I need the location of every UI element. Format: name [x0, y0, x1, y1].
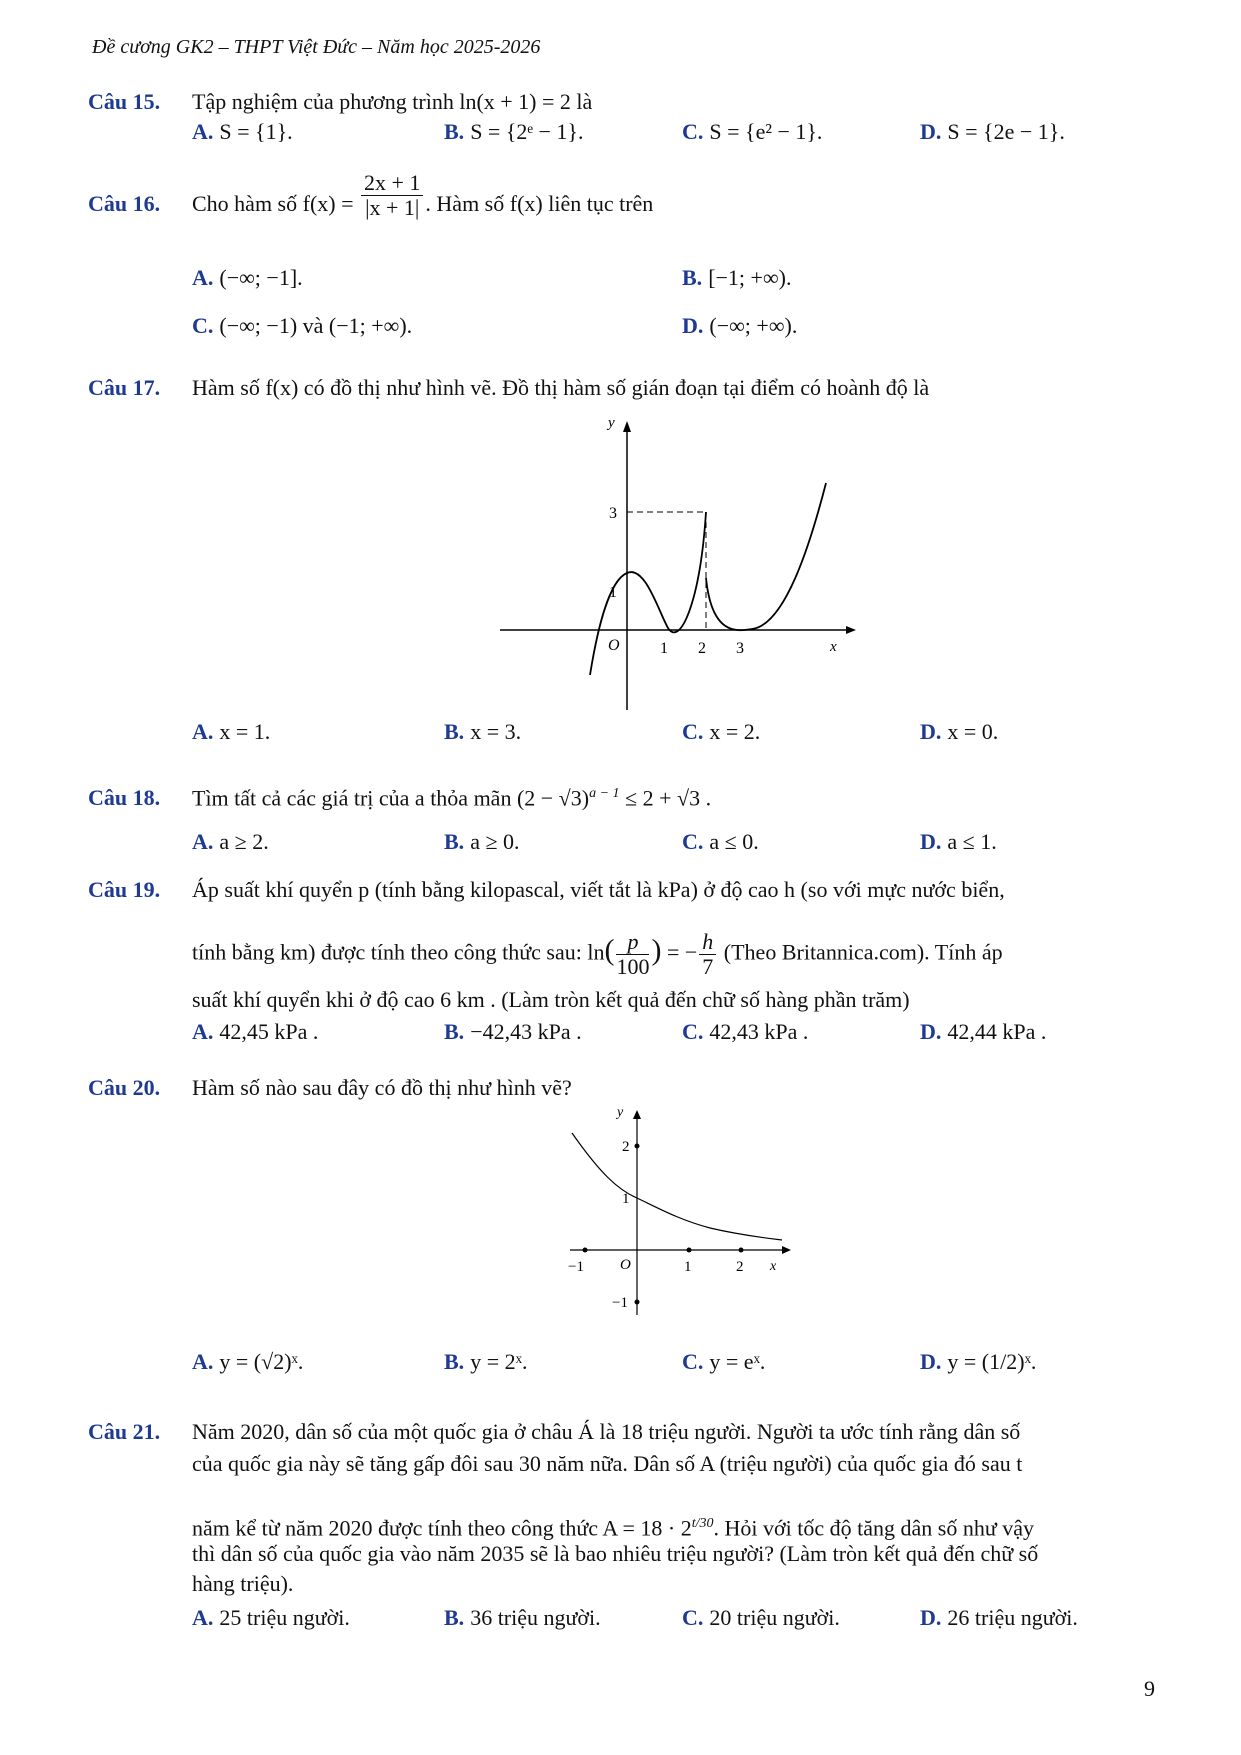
- q18-option-c: [682, 828, 759, 856]
- option-letter: D.: [920, 1605, 942, 1630]
- fraction-numerator: p: [616, 930, 649, 955]
- tick-dot: [635, 1144, 640, 1149]
- stem-part: . Hàm số f(x) liên tục trên: [425, 191, 654, 216]
- x-tick-label: 1: [684, 1259, 692, 1275]
- q15-option-d: [920, 118, 1065, 146]
- question-21: [88, 1418, 1020, 1446]
- option-text: x = 3.: [470, 719, 522, 744]
- x-tick-label: 3: [736, 640, 744, 657]
- option-letter: C.: [682, 1605, 704, 1630]
- q20-option-a: [192, 1348, 303, 1376]
- power-exponent: a − 1: [589, 786, 620, 801]
- power-exponent: t/30: [691, 1516, 714, 1531]
- page-header: Đề cương GK2 – THPT Việt Đức – Năm học 2025-2026: [92, 36, 541, 58]
- question-stem: Năm 2020, dân số của một quốc gia ở châu Á là 18 triệu người. Người ta ước tính rằng dân số: [192, 1419, 1021, 1444]
- tick-dot: [583, 1248, 588, 1253]
- q17-option-d: [920, 718, 998, 746]
- stem-part: năm kể từ năm 2020 được tính theo công thức A = 18 · 2: [192, 1515, 692, 1541]
- q15-option-a: [192, 118, 293, 146]
- q17-option-c: [682, 718, 760, 746]
- q19-option-a: [192, 1018, 318, 1046]
- y-tick-label: 2: [622, 1139, 630, 1155]
- y-axis-arrow: [633, 1110, 641, 1119]
- q16-option-c: [192, 312, 412, 340]
- option-text: x = 1.: [219, 719, 271, 744]
- q21-option-b: [444, 1604, 601, 1632]
- question-stem: Hàm số f(x) có đồ thị như hình vẽ. Đồ thị hàm số gián đoạn tại điểm có hoành độ là: [192, 375, 930, 400]
- y-label: y: [617, 1105, 624, 1120]
- q17-option-b: [444, 718, 521, 746]
- option-letter: A.: [192, 829, 214, 854]
- question-number: Câu 15.: [88, 89, 161, 114]
- paren-right: ): [651, 933, 662, 967]
- option-text: −42,43 kPa .: [470, 1019, 582, 1044]
- q20-option-d: [920, 1348, 1036, 1376]
- q15-option-b: [444, 118, 584, 146]
- q20-option-b: [444, 1348, 527, 1376]
- option-letter: A.: [192, 1019, 214, 1044]
- exponential-curve: [572, 1133, 782, 1240]
- q16-option-d: [682, 312, 797, 340]
- option-letter: A.: [192, 1605, 214, 1630]
- option-letter: A.: [192, 719, 214, 744]
- option-text: 20 triệu người.: [709, 1605, 840, 1630]
- option-letter: B.: [682, 265, 703, 290]
- option-text: a ≤ 1.: [947, 829, 997, 854]
- option-text: 42,45 kPa .: [219, 1019, 319, 1044]
- question-stem: Hàm số nào sau đây có đồ thị như hình vẽ?: [192, 1075, 572, 1100]
- power-base: (2 − √3): [516, 785, 590, 811]
- q15-option-c: [682, 118, 822, 146]
- question-number: Câu 21.: [88, 1419, 161, 1444]
- option-letter: D.: [920, 829, 942, 854]
- q19-line3: suất khí quyển khi ở độ cao 6 km . (Làm tròn kết quả đến chữ số hàng phần trăm): [192, 987, 910, 1012]
- option-letter: D.: [920, 119, 942, 144]
- tick-dot: [739, 1248, 744, 1253]
- y-tick-label: 1: [609, 584, 617, 601]
- option-text: a ≤ 0.: [709, 829, 759, 854]
- fraction-numerator: 2x + 1: [361, 171, 423, 196]
- x-tick-label: 1: [660, 640, 668, 657]
- q21-line4: thì dân số của quốc gia vào năm 2035 sẽ là bao nhiêu triệu người? (Làm tròn kết quả đến chữ số: [192, 1541, 1039, 1566]
- option-letter: C.: [682, 1349, 704, 1374]
- q20-graph: [560, 1105, 800, 1320]
- option-letter: C.: [682, 829, 704, 854]
- option-text: S = {e² − 1}.: [709, 119, 823, 144]
- option-text: y = (√2)ˣ.: [219, 1349, 304, 1374]
- option-letter: D.: [920, 1019, 942, 1044]
- q16-option-a: [192, 264, 303, 292]
- option-text: 42,43 kPa .: [709, 1019, 809, 1044]
- y-label: y: [608, 415, 615, 431]
- option-text: 26 triệu người.: [947, 1605, 1078, 1630]
- option-letter: C.: [192, 313, 214, 338]
- x-tick-label: −1: [568, 1259, 584, 1275]
- q19-formula-line: [192, 930, 1152, 979]
- option-letter: A.: [192, 265, 214, 290]
- q21-option-c: [682, 1604, 840, 1632]
- tick-dot: [687, 1248, 692, 1253]
- option-letter: D.: [920, 719, 942, 744]
- question-number: Câu 20.: [88, 1075, 161, 1100]
- question-16: [88, 170, 654, 221]
- option-text: x = 2.: [709, 719, 761, 744]
- x-label: x: [770, 1259, 777, 1274]
- stem-part: = −: [666, 939, 698, 965]
- y-tick-label: −1: [612, 1295, 628, 1311]
- q19-option-c: [682, 1018, 808, 1046]
- y-tick-label: 1: [622, 1191, 630, 1207]
- option-text: 36 triệu người.: [470, 1605, 601, 1630]
- q21-option-d: [920, 1604, 1078, 1632]
- option-text: 42,44 kPa .: [947, 1019, 1047, 1044]
- page-number: 9: [1144, 1676, 1155, 1701]
- origin-label: O: [608, 637, 620, 654]
- option-letter: B.: [444, 1605, 465, 1630]
- fraction-denominator: 100: [616, 954, 650, 979]
- question-number: Câu 19.: [88, 877, 161, 902]
- q16-option-b: [682, 264, 791, 292]
- y-axis-arrow: [623, 421, 631, 432]
- stem-part: Cho hàm số f(x) =: [192, 191, 354, 216]
- option-text: y = (1/2)ˣ.: [947, 1349, 1037, 1374]
- option-text: x = 0.: [947, 719, 999, 744]
- q21-line2: của quốc gia này sẽ tăng gấp đôi sau 30 năm nữa. Dân số A (triệu người) của quốc gia đó sau t: [192, 1451, 1023, 1476]
- origin-label: O: [620, 1257, 631, 1273]
- option-letter: A.: [192, 1349, 214, 1374]
- q21-formula-line: [192, 1510, 1152, 1542]
- question-20: [88, 1074, 572, 1102]
- option-text: S = {1}.: [219, 119, 293, 144]
- option-text: y = eˣ.: [709, 1349, 766, 1374]
- option-letter: C.: [682, 719, 704, 744]
- fraction-numerator: h: [699, 930, 716, 955]
- stem-part: . Hỏi với tốc độ tăng dân số như vậy: [713, 1515, 1035, 1541]
- fraction-denominator: |x + 1|: [365, 195, 420, 221]
- stem-part: ≤ 2 + √3 .: [625, 785, 712, 811]
- question-stem: Áp suất khí quyển p (tính bằng kilopascal, viết tắt là kPa) ở độ cao h (so với mực nước biển,: [192, 877, 1005, 902]
- option-text: 25 triệu người.: [219, 1605, 350, 1630]
- q18-option-d: [920, 828, 997, 856]
- option-letter: B.: [444, 829, 465, 854]
- x-axis-arrow: [846, 626, 856, 634]
- fraction: [616, 930, 649, 979]
- question-stem: Tập nghiệm của phương trình ln(x + 1) = 2 là: [192, 89, 593, 114]
- option-letter: B.: [444, 119, 465, 144]
- option-text: [−1; +∞).: [708, 265, 792, 290]
- q20-option-c: [682, 1348, 765, 1376]
- option-letter: B.: [444, 1349, 465, 1374]
- y-tick-label: 3: [609, 505, 617, 522]
- option-letter: C.: [682, 1019, 704, 1044]
- fraction: [361, 171, 423, 220]
- q19-option-b: [444, 1018, 582, 1046]
- q18-option-b: [444, 828, 520, 856]
- option-text: a ≥ 2.: [219, 829, 269, 854]
- stem-part: tính bằng km) được tính theo công thức sau: ln: [192, 939, 605, 965]
- q18-option-a: [192, 828, 269, 856]
- question-19: [88, 876, 1005, 904]
- option-letter: C.: [682, 119, 704, 144]
- stem-part: Tìm tất cả các giá trị của a thỏa mãn: [192, 785, 512, 811]
- q19-option-d: [920, 1018, 1046, 1046]
- option-letter: D.: [920, 1349, 942, 1374]
- question-17: [88, 374, 929, 402]
- option-letter: D.: [682, 313, 704, 338]
- q21-line5: hàng triệu).: [192, 1571, 294, 1596]
- option-letter: B.: [444, 719, 465, 744]
- paren-left: (: [604, 933, 615, 967]
- option-letter: B.: [444, 1019, 465, 1044]
- option-text: (−∞; −1) và (−1; +∞).: [219, 313, 413, 338]
- option-text: S = {2e − 1}.: [947, 119, 1065, 144]
- stem-part: (Theo Britannica.com). Tính áp: [723, 939, 1003, 965]
- option-letter: A.: [192, 119, 214, 144]
- q17-option-a: [192, 718, 270, 746]
- option-text: (−∞; −1].: [219, 265, 303, 290]
- option-text: a ≥ 0.: [470, 829, 520, 854]
- fraction-denominator: 7: [702, 954, 714, 979]
- x-tick-label: 2: [698, 640, 706, 657]
- tick-dot: [635, 1300, 640, 1305]
- question-number: Câu 16.: [88, 191, 161, 216]
- question-number: Câu 17.: [88, 375, 161, 400]
- curve-right-branch: [706, 483, 826, 630]
- x-axis-arrow: [782, 1246, 791, 1254]
- option-text: S = {2ᵉ − 1}.: [470, 119, 584, 144]
- question-15: [88, 88, 592, 116]
- option-text: y = 2ˣ.: [470, 1349, 528, 1374]
- fraction: [699, 930, 716, 979]
- question-number: Câu 18.: [88, 785, 161, 811]
- q21-option-a: [192, 1604, 350, 1632]
- option-text: (−∞; +∞).: [709, 313, 798, 338]
- question-18: [88, 780, 711, 812]
- q17-graph: [500, 415, 870, 715]
- x-label: x: [830, 639, 837, 655]
- x-tick-label: 2: [736, 1259, 744, 1275]
